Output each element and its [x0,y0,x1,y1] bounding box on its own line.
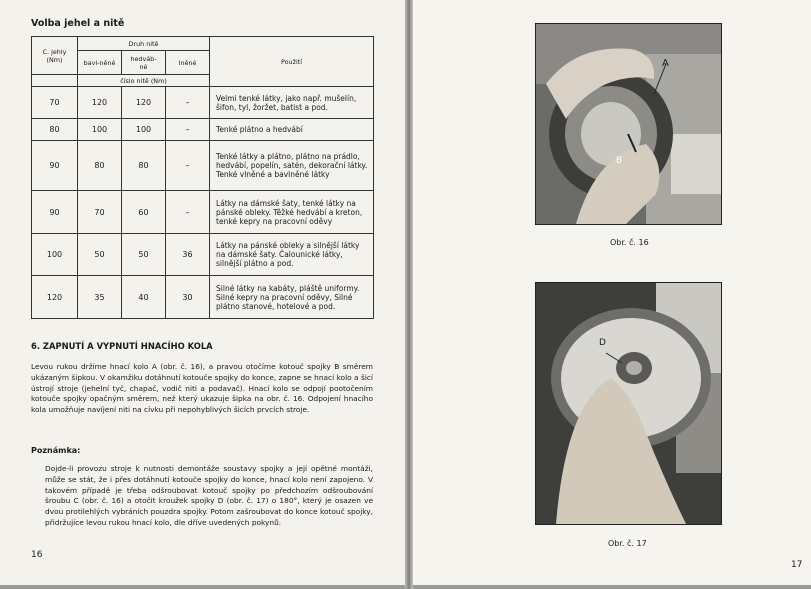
cell-use: Velmi tenké látky, jako např. mušelín, šifon, tyl, žoržet, batist a pod. [210,87,374,119]
cell-silk: 50 [122,234,166,276]
header-thread: Druh nitě [78,37,210,51]
table-row [32,276,374,319]
figure-17-label-d: D [599,338,606,348]
cell-cotton: 70 [78,191,122,234]
needle-thread-table [31,36,374,319]
cell-needle: 80 [32,119,78,141]
cell-use: Látky na dámské šaty, tenké látky na pánské obleky. Těžké hedvábí a kreton, tenké kepry na pracovní oděvy [210,191,374,234]
cell-linen: – [166,119,210,141]
header-linen: Iněné [166,51,210,75]
header-thread-number: číslo nitě (Nm) [78,75,210,87]
cell-cotton: 35 [78,276,122,319]
table-title: Volba jehel a nitě [31,18,125,29]
cell-silk: 40 [122,276,166,319]
cell-cotton: 100 [78,119,122,141]
header-silk: hedváb-né [122,51,166,75]
note-body: Dojde-li provozu stroje k nutnosti demontáže soustavy spojky a její opětné montáži, může se stát, že i přes dotáhnutí kotouče spojky do konce, hnací kolo není zapojeno. V takovém případě je třeba odšroubovat kotouč spojky po předchozím odšroubování šroubu C (obr. č. 16) a otočit kroužek spojky D (obr. č. 17) o 180°, který je osazen ve dvou protilehlých vybráních pouzdra spojky. Potom zašroubovat do konce kotouč spojky, přidržujíce levou rukou hnací kolo, dle dříve uvedených pokynů. [45,464,373,527]
figure-16-caption: Obr. č. 16 [610,238,649,247]
book-gutter [405,0,413,589]
cell-linen: – [166,141,210,191]
cell-linen: – [166,191,210,234]
cell-silk: 60 [122,191,166,234]
section-title: 6. ZAPNUTÍ A VYPNUTÍ HNACÍHO KOLA [31,341,213,351]
page-number-left: 16 [31,550,43,560]
cell-use: Tenké látky a plátno, plátno na prádlo, hedvábí, popelín, satén, dekorační látky. Tenké vlněné a bavlněné látky [210,141,374,191]
cell-needle: 100 [32,234,78,276]
left-page [0,0,405,585]
cell-linen: 30 [166,276,210,319]
cell-cotton: 120 [78,87,122,119]
cell-silk: 100 [122,119,166,141]
table-row [32,141,374,191]
cell-cotton: 80 [78,141,122,191]
cell-linen: 36 [166,234,210,276]
page-number-right: 17 [791,560,803,570]
table-row [32,119,374,141]
cell-use: Silné látky na kabáty, pláště uniformy. Silné kepry na pracovní oděvy, Silné plátno stanové, hotelové a pod. [210,276,374,319]
cell-use: Tenké plátno a hedvábí [210,119,374,141]
figure-16-label-b: B [616,156,623,166]
note-title: Poznámka: [31,446,81,455]
figure-16-photo [535,23,722,225]
cell-silk: 120 [122,87,166,119]
figure-16-label-a: A [662,58,669,69]
header-needle: C. jehly (Nm) [32,37,78,75]
cell-needle: 70 [32,87,78,119]
cell-silk: 80 [122,141,166,191]
header-use: Použití [210,37,374,87]
cell-cotton: 50 [78,234,122,276]
table-row [32,234,374,276]
table-row [32,87,374,119]
header-cotton: bavl-něné [78,51,122,75]
cell-needle: 90 [32,191,78,234]
cell-linen: – [166,87,210,119]
section-body: Levou rukou držíme hnací kolo A (obr. č. 16), a pravou otočíme kotouč spojky B směrem ukázaným šipkou. V okamžiku dotáhnutí kotouče spojky do konce, zapne se hnací kolo a šicí ústrojí stroje (jehelní tyč, chapač, vodič niti a podavač). Hnací kolo se odpojí pootočením kotouče spojky opačným směrem, než který ukazuje šipka na obr. č. 16. Odpojení hnacího kola umožňuje navíjení niti na cívku při nepohyblivých šicích prvcích stroje. [31,362,373,415]
table-row [32,191,374,234]
figure-17-photo [535,282,722,525]
cell-use: Látky na pánské obleky a silnější látky na dámské šaty. Čalounické látky, silnější plátno a pod. [210,234,374,276]
figure-17-caption: Obr. č. 17 [608,539,647,548]
cell-needle: 90 [32,141,78,191]
cell-needle: 120 [32,276,78,319]
